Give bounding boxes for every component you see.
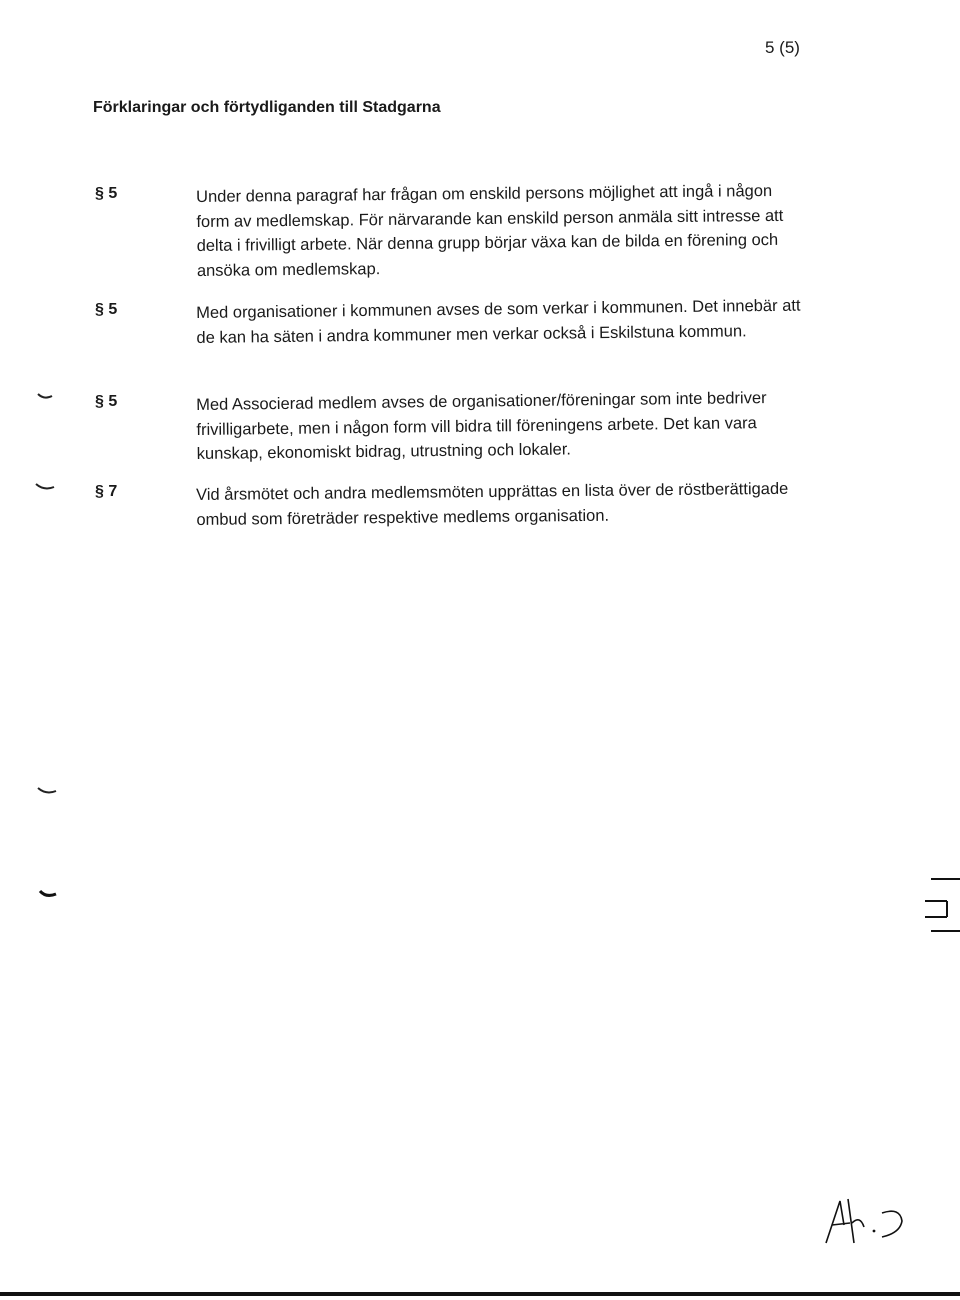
margin-scan-mark xyxy=(0,388,120,408)
paragraph-symbol: § 5 xyxy=(95,185,118,202)
margin-scan-mark xyxy=(0,885,120,905)
paragraph-symbol: § 5 xyxy=(95,393,118,410)
scan-edge-line xyxy=(0,1292,960,1296)
page-number: 5 (5) xyxy=(765,38,800,57)
paragraph-symbol: § 5 xyxy=(95,301,118,318)
margin-scan-mark xyxy=(0,478,120,498)
margin-bracket-mark xyxy=(925,875,960,935)
paragraph-text: Med organisationer i kommunen avses de som verkar i kommunen. Det innebär att de kan ha säten i andra kommuner men verkar också i Eskilstuna kommun. xyxy=(196,296,801,347)
paragraph-symbol: § 7 xyxy=(95,483,118,500)
paragraph-text: Vid årsmötet och andra medlemsmöten upprättas en lista över de röstberättigade ombud som företräder respektive medlems organisation. xyxy=(196,479,789,529)
paragraph-text: Med Associerad medlem avses de organisationer/föreningar som inte bedriver frivilligarbete, men i någon form vill bidra till föreningens arbete. Det kan vara kunskap, ekonomiskt bidrag, utrustning och lokaler. xyxy=(196,389,767,463)
paragraph-text: Under denna paragraf har frågan om enskild persons möjlighet att ingå i någon form av medlemskap. För närvarande kan enskild person anmäla sitt intresse att delta i frivilligt arbete. När denna grupp börjar växa kan de bilda en förening och ansöka om medlemskap. xyxy=(196,181,784,280)
handwritten-initials-signature xyxy=(818,1193,908,1248)
margin-scan-mark xyxy=(0,780,120,804)
document-title: Förklaringar och förtydliganden till Stadgarna xyxy=(93,99,441,116)
